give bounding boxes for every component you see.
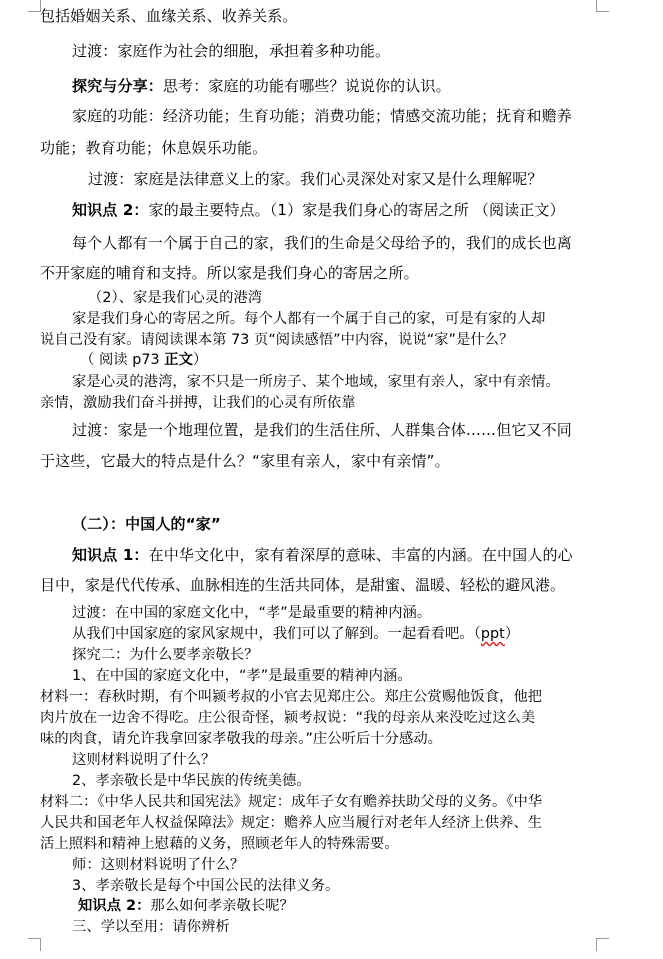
text-line: 活上照料和精神上慰藉的义务，照顾老年人的特殊需要。	[40, 836, 399, 852]
text-line: 过渡：家庭是法律意义上的家。我们心灵深处对家又是什么理解呢？	[88, 170, 543, 188]
text-run: ppt	[480, 626, 505, 642]
text-line	[72, 624, 519, 644]
text-line: 3、孝亲敬长是每个中国公民的法律义务。	[72, 878, 340, 894]
text-line: 过渡：家是一个地理位置，是我们的生活住所、人群集合体……但它又不同	[72, 421, 572, 439]
text-line: 材料一：春秋时期，有个叫颍考叔的小官去见郑庄公。郑庄公赏赐他饭食，他把	[40, 689, 543, 705]
text-line: 这则材料说明了什么？	[72, 752, 216, 768]
text-line: 人民共和国老年人权益保障法》规定：赡养人应当履行对老年人经济上供养、生	[40, 815, 543, 831]
text-line: 包括婚姻关系、血缘关系、收养关系。	[40, 7, 298, 25]
bold-text: 正文	[164, 352, 193, 368]
text-run: ）	[504, 626, 520, 642]
bold-heading: 知识点 1：	[72, 546, 149, 564]
crop-mark-bottom-right	[596, 938, 609, 951]
text-run: 家的最主要特点。（1）家是我们身心的寄居之所 （阅读正文）	[148, 201, 565, 219]
text-line: 味的肉食，请允许我拿回家孝敬我的母亲。”庄公听后十分感动。	[40, 731, 443, 747]
text-run: 从我们中国家庭的家风家规中，我们可以了解到。一起看看吧。（	[72, 626, 481, 642]
text-line: 于这些，它最大的特点是什么？“家里有亲人，家中有亲情”。	[40, 452, 450, 470]
text-line	[72, 200, 565, 220]
crop-mark-top-right	[596, 0, 609, 12]
bold-heading: 知识点 2：	[78, 898, 151, 914]
text-run: 那么如何孝亲敬长呢？	[150, 898, 294, 914]
bold-heading: 知识点 2：	[72, 201, 149, 219]
text-line: 不开家庭的哺育和支持。所以家是我们身心的寄居之所。	[40, 264, 419, 282]
text-line: 三、学以至用：请你辨析	[72, 919, 230, 935]
text-line: 过渡：在中国的家庭文化中，“孝”是最重要的精神内涵。	[72, 605, 432, 621]
text-line: 目中，家是代代传承、血脉相连的生活共同体，是甜蜜、温暖、轻松的避风港。	[40, 576, 566, 594]
text-line: 2、孝亲敬长是中华民族的传统美德。	[72, 773, 311, 789]
text-line: 亲情，激励我们奋斗拼搏，让我们的心灵有所依靠	[40, 395, 356, 411]
text-line: 师：这则材料说明了什么？	[72, 857, 245, 873]
text-line	[80, 350, 207, 370]
text-line: 1、在中国的家庭文化中，“孝”是最重要的精神内涵。	[72, 668, 412, 684]
text-line: 探究二：为什么要孝亲敬长？	[72, 647, 259, 663]
bold-heading: 探究与分享：	[72, 77, 163, 95]
text-line: 过渡：家庭作为社会的细胞，承担着多种功能。	[72, 42, 391, 60]
text-line: 家庭的功能：经济功能；生育功能；消费功能；情感交流功能；抚育和赡养	[72, 107, 572, 125]
text-line: 材料二：《中华人民共和国宪法》规定：成年子女有赡养扶助父母的义务。《中华	[40, 794, 543, 810]
section-heading: （二）：中国人的“家”	[72, 515, 221, 533]
text-line: 家是我们身心的寄居之所。每个人都有一个属于自己的家，可是有家的人却	[72, 311, 546, 327]
text-run: ）	[192, 352, 208, 368]
text-run: （ 阅读 p73	[80, 352, 165, 368]
crop-mark-bottom-left	[28, 938, 41, 951]
text-line: 每个人都有一个属于自己的家，我们的生命是父母给予的，我们的成长也离	[72, 234, 572, 252]
text-line	[72, 76, 451, 96]
text-line	[72, 545, 573, 565]
text-line: 家是心灵的港湾，家不只是一所房子、某个地域，家里有亲人，家中有亲情。	[72, 374, 560, 390]
text-line: 说自己没有家。请阅读课本第 73 页“阅读感悟”中内容，说说“家”是什么？	[40, 332, 514, 348]
text-run: 思考：家庭的功能有哪些？说说你的认识。	[162, 77, 451, 95]
text-line	[78, 896, 294, 916]
text-line: （2）、家是我们心灵的港湾	[88, 290, 263, 306]
text-line: 肉片放在一边舍不得吃。庄公很奇怪，颍考叔说：“我的母亲从来没吃过这么美	[40, 710, 536, 726]
text-line: 功能；教育功能；休息娱乐功能。	[40, 139, 268, 157]
text-run: 在中华文化中，家有着深厚的意味、丰富的内涵。在中国人的心	[148, 546, 573, 564]
